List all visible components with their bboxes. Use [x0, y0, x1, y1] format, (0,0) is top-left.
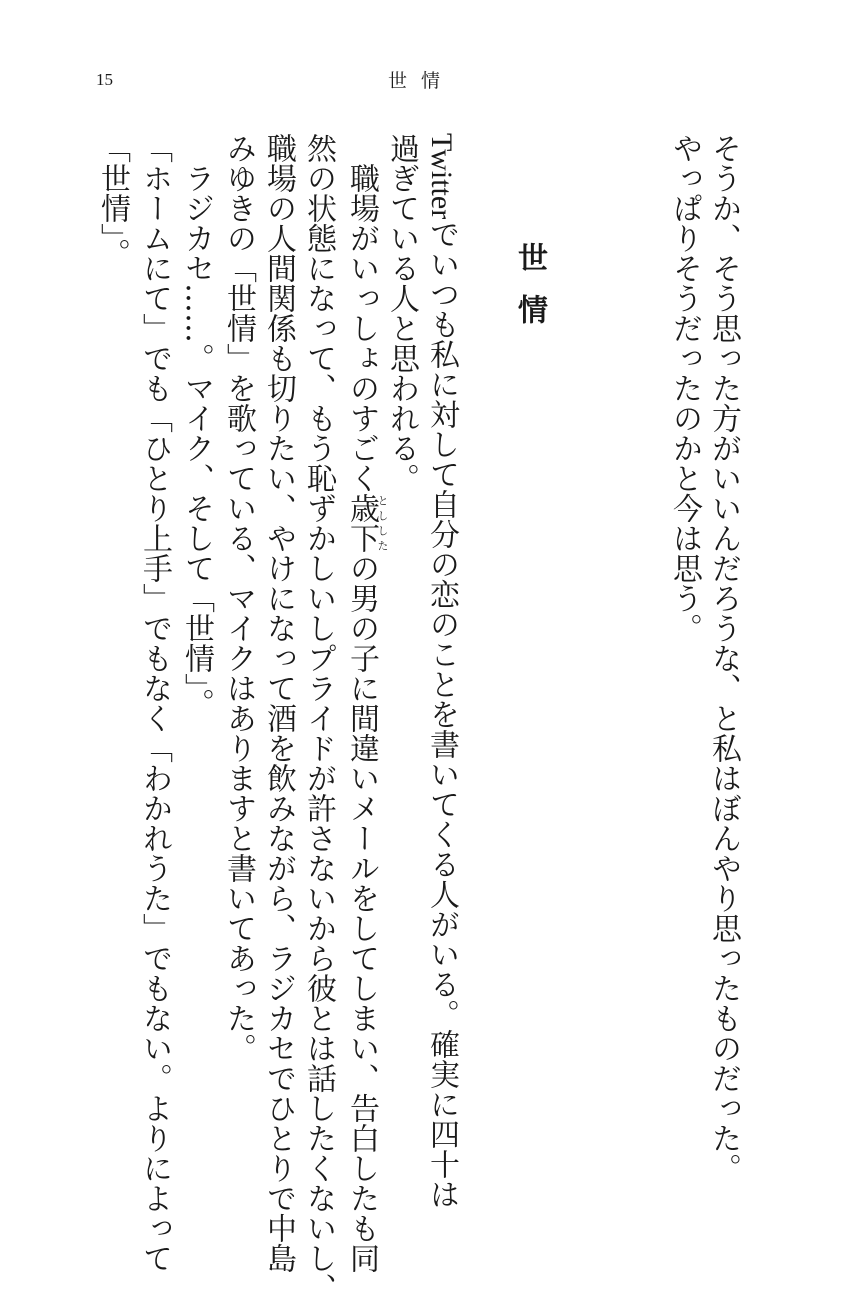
section-title: 世情 [512, 242, 547, 346]
text-column: そうか、そう思った方がいいんだろうな、と私はぼんやり思ったものだった。 [706, 133, 741, 1183]
text-column [346, 133, 389, 1273]
page-number: 15 [96, 70, 113, 89]
text-column [424, 133, 459, 1210]
column-text: の男の子に間違いメールをしてしまい、告白したも同 [344, 553, 379, 1273]
latin-text: Twitter [425, 133, 458, 220]
ruby-annotation [344, 493, 389, 553]
text-column: 職場の人間関係も切りたい、やけになって酒を飲みながら、ラジカセでひとりで中島 [261, 133, 296, 1273]
column-text: 職場がいっしょのすごく [344, 133, 379, 493]
column-text: でいつも私に対して自分の恋のことを書いてくる人がいる。確実に四十は [424, 219, 459, 1210]
ruby-base: 歳下 [344, 493, 379, 553]
text-column: みゆきの「世情」を歌っている、マイクはありますと書いてあった。 [221, 133, 256, 1063]
ruby-reading: としした [376, 493, 389, 553]
text-column: やっぱりそうだったのかと今は思う。 [667, 133, 702, 643]
text-column: 「ホームにて」でも「ひとり上手」でもなく「わかれうた」でもない。よりによって [137, 133, 172, 1273]
running-header: 世情 [388, 70, 455, 92]
text-column: ラジカセ……。マイク、そして「世情」。 [179, 133, 214, 718]
text-column: 然の状態になって、もう恥ずかしいしプライドが許さないから彼とは話したくないし、 [301, 133, 336, 1303]
text-column: 過ぎている人と思われる。 [384, 133, 419, 493]
text-column: 「世情」。 [95, 133, 130, 268]
